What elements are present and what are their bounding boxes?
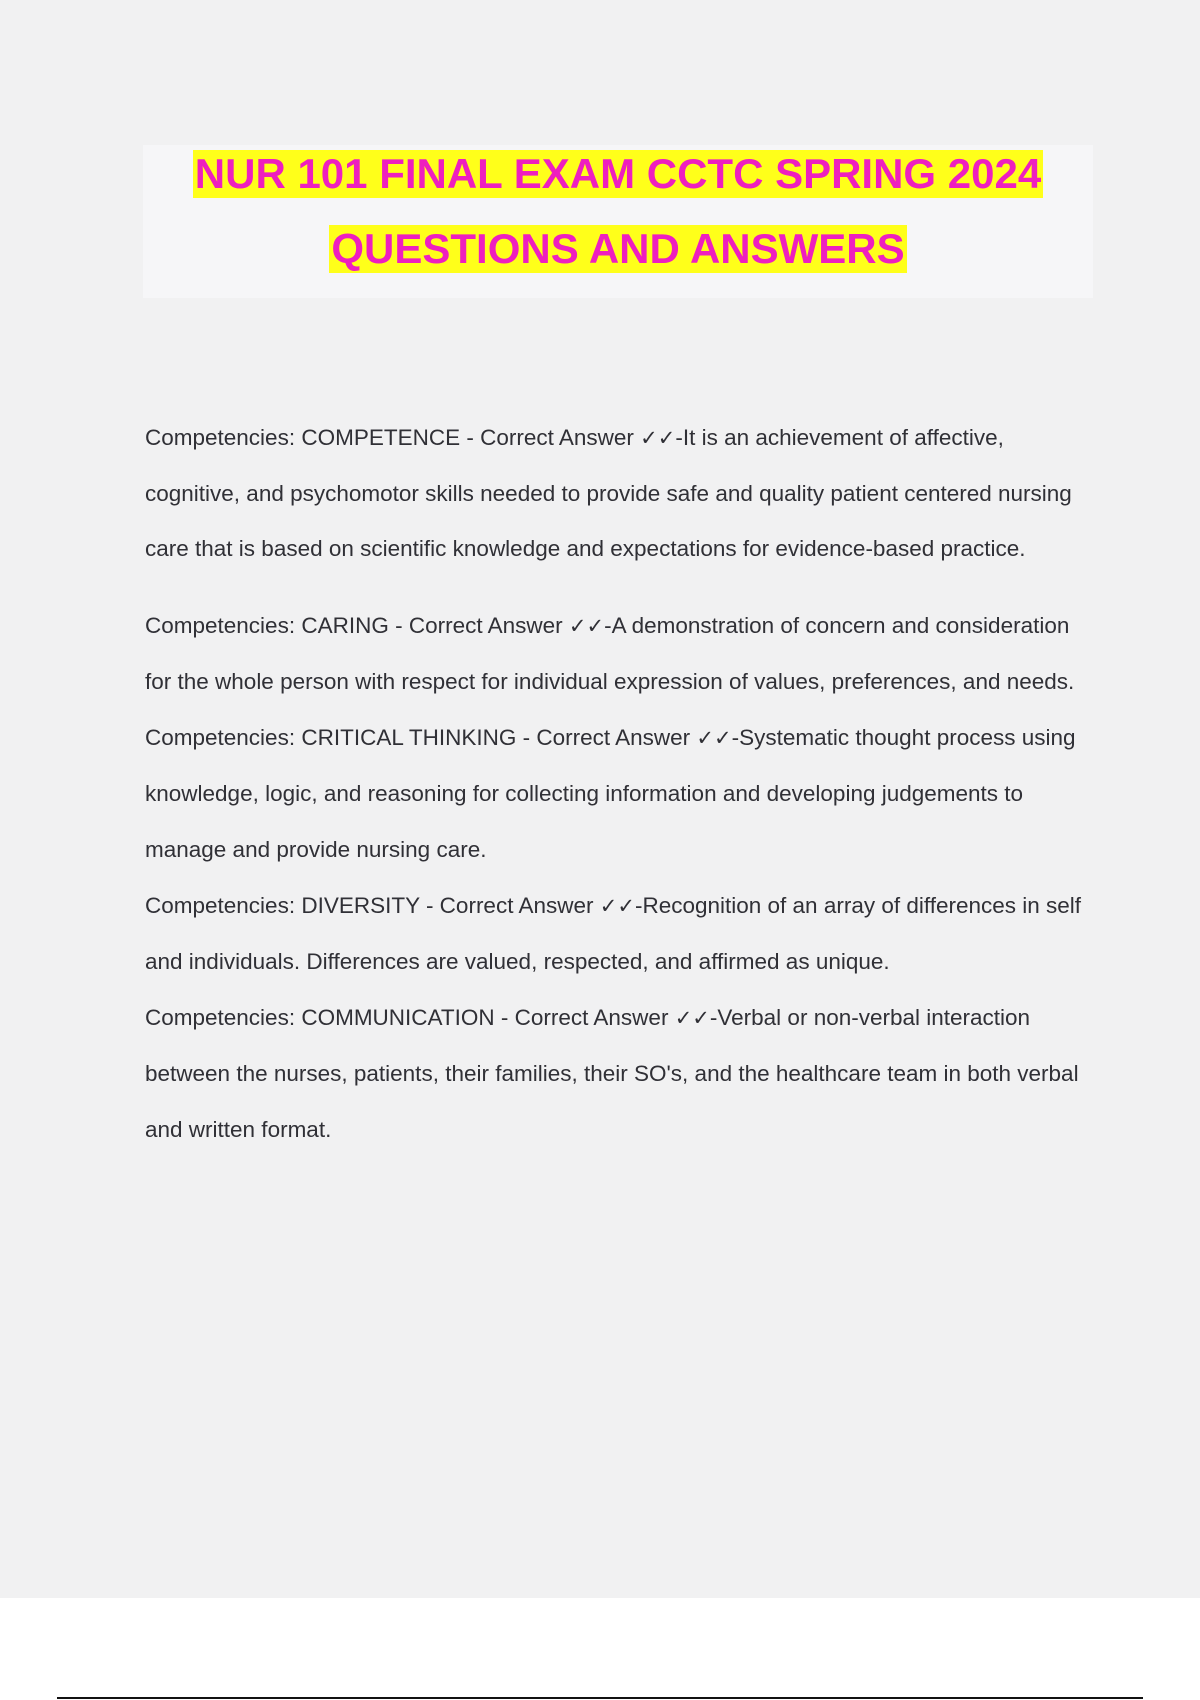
document-title-line-2: QUESTIONS AND ANSWERS: [331, 225, 905, 272]
answer-text: -Verbal or non-verbal interaction between the nurses, patients, their families, their SO's, and the healthcare team in both verbal and written format.: [145, 1005, 1079, 1142]
question-text: Competencies: CRITICAL THINKING - Correct Answer: [145, 725, 697, 750]
qa-list: [145, 410, 1095, 1158]
qa-entry-communication: [145, 990, 1095, 1158]
document-title-line-1: NUR 101 FINAL EXAM CCTC SPRING 2024: [194, 150, 1042, 197]
footer-divider: [57, 1697, 1143, 1699]
double-check-icon: ✓✓: [599, 894, 635, 918]
answer-text: -A demonstration of concern and consideration for the whole person with respect for individual expression of values, preferences, and needs.: [145, 613, 1075, 694]
double-check-icon: ✓✓: [640, 426, 676, 450]
question-text: Competencies: DIVERSITY - Correct Answer: [145, 893, 600, 918]
answer-text: -It is an achievement of affective, cognitive, and psychomotor skills needed to provide safe and quality patient centered nursing care that is based on scientific knowledge and expectations for evidence-based practice.: [145, 425, 1072, 561]
double-check-icon: ✓✓: [696, 726, 732, 750]
answer-text: -Systematic thought process using knowledge, logic, and reasoning for collecting information and developing judgements to manage and provide nursing care.: [145, 725, 1076, 862]
question-text: Competencies: COMPETENCE - Correct Answer: [145, 425, 641, 450]
double-check-icon: ✓✓: [568, 614, 605, 638]
question-text: Competencies: COMMUNICATION - Correct Answer: [145, 1005, 675, 1030]
title-block: [143, 145, 1093, 298]
qa-entry-critical-thinking: [145, 710, 1095, 878]
qa-entry-caring: [145, 598, 1095, 710]
qa-entry-competence: [145, 410, 1095, 576]
qa-entry-diversity: [145, 878, 1095, 990]
double-check-icon: ✓✓: [674, 1006, 710, 1030]
question-text: Competencies: CARING - Correct Answer: [145, 613, 569, 638]
answer-text: -Recognition of an array of differences in self and individuals. Differences are valued, respected, and affirmed as unique.: [145, 893, 1082, 974]
